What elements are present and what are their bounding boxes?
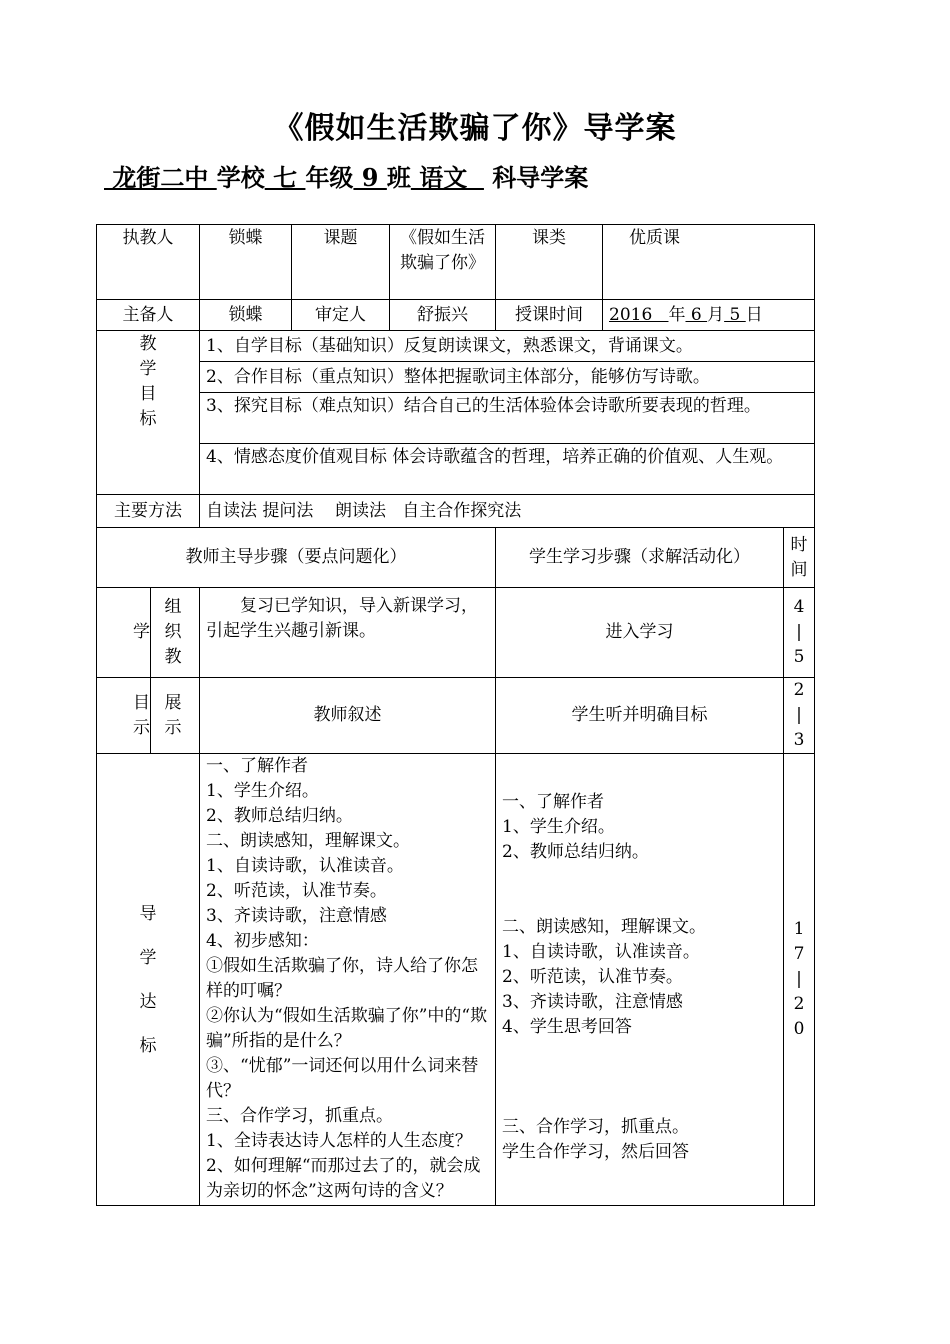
- stage-left-char: 示: [133, 717, 150, 738]
- teacher-line: 2、教师总结归纳。: [206, 806, 353, 826]
- time-cell: [784, 678, 815, 754]
- time-cell: [784, 754, 815, 1206]
- time-header-char: 间: [790, 559, 808, 580]
- student-step-list: [496, 754, 784, 1206]
- student-line: 3、齐读诗歌，注意情感: [502, 992, 683, 1012]
- student-line: 2、教师总结归纳。: [502, 842, 649, 862]
- teacher-line: ②你认为“假如生活欺骗了你”中的“欺骗”所指的是什么？: [206, 1006, 488, 1051]
- goal-item: 4、情感态度价值观目标 体会诗歌蕴含的哲理，培养正确的价值观、人生观。: [200, 444, 815, 495]
- stage-label: [151, 588, 200, 678]
- topic-value: 《假如生活欺骗了你》: [390, 225, 496, 300]
- grade-suffix: 年级: [305, 163, 354, 192]
- type-value: 优质课: [603, 225, 815, 300]
- goal-item: 2、合作目标（重点知识）整体把握歌词主体部分，能够仿写诗歌。: [200, 362, 815, 393]
- date-year-unit: 年: [668, 304, 686, 325]
- topic-label: 课题: [292, 225, 390, 300]
- reviewer-label: 审定人: [292, 300, 390, 331]
- teacher-line: 1、全诗表达诗人怎样的人生态度？: [206, 1131, 472, 1151]
- lesson-plan-table: [96, 224, 815, 1206]
- subject-suffix: 科导学案: [483, 163, 589, 192]
- time-label: 授课时间: [496, 300, 603, 331]
- stage-label: [97, 754, 200, 1206]
- student-line: 二、朗读感知，理解课文。: [502, 917, 706, 937]
- time-char: 7: [793, 944, 805, 964]
- stage-char: 导: [139, 903, 157, 924]
- stage-char: 学: [139, 947, 157, 968]
- reviewer-value: 舒振兴: [390, 300, 496, 331]
- student-step: 进入学习: [496, 588, 784, 678]
- teacher-line: 1、自读诗歌，认准读音。: [206, 856, 404, 876]
- time-char: |: [796, 622, 802, 642]
- goals-label-char: 教: [139, 334, 157, 354]
- teacher-line: 三、合作学习，抓重点。: [206, 1106, 393, 1126]
- time-header-char: 时: [790, 534, 808, 555]
- date-year: 2016: [609, 304, 669, 325]
- preparer-label: 主备人: [97, 300, 200, 331]
- time-char: |: [796, 705, 802, 725]
- student-step: 学生听并明确目标: [496, 678, 784, 754]
- goals-label-char: 学: [139, 359, 157, 379]
- time-char: 4: [793, 597, 805, 617]
- teacher-line: 4、初步感知：: [206, 931, 319, 951]
- student-line: 2、听范读，认准节奏。: [502, 967, 683, 987]
- goals-label-char: 标: [139, 409, 157, 429]
- teacher-line: 2、如何理解“而那过去了的，就会成为亲切的怀念”这两句诗的含义？: [206, 1156, 481, 1201]
- page-subtitle: [104, 158, 588, 193]
- stage-left-cell: [97, 588, 151, 678]
- stage-char: 织: [164, 622, 182, 642]
- teacher-line: 1、学生介绍。: [206, 781, 319, 801]
- preparer-value: 锁蝶: [200, 300, 292, 331]
- date-day-unit: 日: [745, 304, 763, 325]
- teacher-step: 复习已学知识，导入新课学习，引起学生兴趣引新课。: [200, 588, 496, 678]
- time-char: |: [796, 969, 802, 989]
- methods-value: 自读法 提问法 朗读法 自主合作探究法: [200, 495, 815, 528]
- date-month: 6: [685, 304, 708, 325]
- time-char: 2: [793, 994, 805, 1014]
- stage-char: 示: [164, 717, 182, 738]
- teacher-value: 锁蝶: [200, 225, 292, 300]
- stage-char: 教: [164, 647, 182, 667]
- stage-char: 组: [164, 597, 182, 617]
- time-header: [784, 528, 815, 588]
- teacher-line: ③、“忧郁”一词还何以用什么词来替代？: [206, 1056, 479, 1101]
- stage-char: 标: [139, 1035, 157, 1056]
- time-char: 2: [793, 680, 805, 700]
- time-char: 5: [793, 647, 805, 667]
- time-cell: [784, 588, 815, 678]
- student-line: 4、学生思考回答: [502, 1017, 632, 1037]
- time-char: 1: [793, 919, 805, 939]
- teacher-step: 教师叙述: [200, 678, 496, 754]
- subject-value: 语文: [410, 163, 484, 192]
- time-char: 3: [793, 730, 805, 750]
- student-line: 1、学生介绍。: [502, 817, 615, 837]
- date-month-unit: 月: [707, 304, 725, 325]
- stage-left-cell: [97, 678, 151, 754]
- stage-left-char: 学: [133, 622, 150, 642]
- teacher-steps-header: 教师主导步骤（要点问题化）: [97, 528, 496, 588]
- student-line: 学生合作学习，然后回答: [502, 1142, 689, 1162]
- teacher-line: 二、朗读感知，理解课文。: [206, 831, 410, 851]
- goals-label: [97, 331, 200, 495]
- student-line: 1、自读诗歌，认准读音。: [502, 942, 700, 962]
- class-suffix: 班: [386, 163, 411, 192]
- teacher-step-list: [200, 754, 496, 1206]
- goals-label-char: 目: [139, 384, 157, 404]
- stage-label: [151, 678, 200, 754]
- time-char: 0: [793, 1019, 805, 1039]
- teacher-line: ①假如生活欺骗了你，诗人给了你怎样的叮嘱？: [206, 956, 478, 1001]
- stage-left-char: 目: [133, 692, 150, 713]
- stage-char: 展: [164, 692, 182, 713]
- teacher-line: 2、听范读，认准节奏。: [206, 881, 387, 901]
- class-value: 9: [353, 163, 387, 192]
- goal-item: 1、自学目标（基础知识）反复朗读课文，熟悉课文，背诵课文。: [200, 331, 815, 362]
- student-line: 一、了解作者: [502, 792, 604, 812]
- type-label: 课类: [496, 225, 603, 300]
- goal-item: 3、探究目标（难点知识）结合自己的生活体验体会诗歌所要表现的哲理。: [200, 393, 815, 444]
- student-line: 三、合作学习，抓重点。: [502, 1117, 689, 1137]
- school-suffix: 学校: [216, 163, 265, 192]
- date-day: 5: [724, 304, 746, 325]
- methods-label: 主要方法: [97, 495, 200, 528]
- student-steps-header: 学生学习步骤（求解活动化）: [496, 528, 784, 588]
- grade-value: 七: [264, 163, 306, 192]
- teacher-line: 3、齐读诗歌，注意情感: [206, 906, 387, 926]
- page-title: 《假如生活欺骗了你》导学案: [273, 111, 677, 146]
- teacher-label: 执教人: [97, 225, 200, 300]
- stage-char: 达: [139, 991, 157, 1012]
- school-name: 龙街二中: [104, 163, 217, 192]
- teacher-line: 一、了解作者: [206, 756, 308, 776]
- lesson-date: [603, 300, 815, 331]
